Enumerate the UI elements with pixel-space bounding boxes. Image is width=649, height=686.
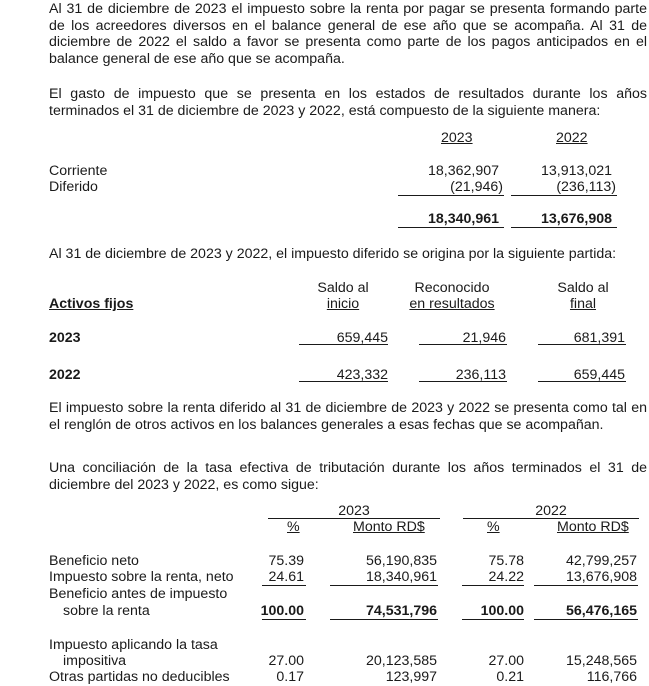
line-reconocido-2022 — [419, 381, 507, 382]
bn-pct-2023: 75.39 — [268, 553, 304, 569]
total-2023: 18,340,961 — [427, 211, 499, 227]
otras-pct-2023: 0.17 — [276, 669, 304, 685]
tasa-pct-2022: 27.00 — [488, 653, 524, 669]
isr-monto-2023: 18,340,961 — [365, 569, 437, 585]
final-2023: 681,391 — [573, 330, 625, 346]
line-final-2022 — [538, 381, 626, 382]
subtotal-line-2022 — [511, 195, 617, 196]
sub-pct-2023: 100.00 — [260, 603, 304, 619]
total-2022: 13,676,908 — [540, 211, 612, 227]
line-sub-monto-2023 — [330, 619, 438, 620]
total-line-2022 — [511, 227, 617, 228]
year-label-2023: 2023 — [49, 330, 81, 346]
otras-monto-2023: 123,997 — [385, 669, 437, 685]
year-label-2022: 2022 — [49, 367, 81, 383]
tasa-pct-2023: 27.00 — [268, 653, 304, 669]
sub-monto-2022: 56,476,165 — [565, 603, 637, 619]
total-line-2023 — [398, 227, 504, 228]
label-tasa-b: impositiva — [63, 653, 127, 669]
line-pct-2023 — [262, 585, 306, 586]
isr-pct-2023: 24.61 — [268, 569, 304, 585]
corriente-2023: 18,362,907 — [427, 163, 499, 179]
otras-pct-2022: 0.21 — [496, 669, 524, 685]
inicio-2022: 423,332 — [336, 367, 388, 383]
tasa-monto-2022: 15,248,565 — [565, 653, 637, 669]
monto-header-2022: Monto RD$ — [557, 519, 629, 535]
line-sub-pct-2022 — [462, 619, 524, 620]
paragraph-deferred-intro: Al 31 de diciembre de 2023 y 2022, el impuesto diferido se origina por la siguiente partida: — [49, 246, 617, 262]
label-tasa-a: Impuesto aplicando la tasa — [49, 637, 218, 653]
recon-year-2022: 2022 — [535, 503, 567, 519]
line-final-2023 — [538, 344, 626, 345]
col-saldo-final-b: final — [569, 296, 597, 312]
reconocido-2022: 236,113 — [455, 367, 506, 383]
year-header-2022: 2022 — [556, 130, 588, 146]
sub-pct-2022: 100.00 — [480, 603, 524, 619]
otras-monto-2022: 116,766 — [586, 669, 637, 685]
col-saldo-inicio-b: inicio — [326, 296, 360, 312]
label-beneficio-antes-b: sobre la renta — [63, 603, 150, 619]
pct-header-2022: % — [487, 519, 500, 535]
label-otras-partidas: Otras partidas no deducibles — [49, 669, 230, 685]
final-2022: 659,445 — [573, 367, 625, 383]
isr-pct-2022: 24.22 — [488, 569, 524, 585]
sub-monto-2023: 74,531,796 — [365, 603, 437, 619]
corriente-2022: 13,913,021 — [540, 163, 612, 179]
label-beneficio-antes-a: Beneficio antes de impuesto — [49, 586, 228, 602]
line-sub-pct-2023 — [262, 619, 306, 620]
col-reconocido-b: en resultados — [409, 296, 495, 312]
recon-year-2023: 2023 — [338, 503, 370, 519]
line-reconocido-2023 — [419, 344, 507, 345]
tasa-monto-2023: 20,123,585 — [365, 653, 437, 669]
pct-header-2023: % — [287, 519, 300, 535]
diferido-2023: (21,946) — [450, 179, 503, 195]
line-inicio-2023 — [299, 344, 388, 345]
row-label-diferido: Diferido — [49, 179, 98, 195]
line-monto-2022 — [534, 585, 638, 586]
row-label-corriente: Corriente — [49, 163, 108, 179]
col-reconocido-a: Reconocido — [414, 280, 490, 296]
paragraph-reconciliation-intro: Una conciliación de la tasa efectiva de tributación durante los años terminados el 31 de diciembre del 2023 y 2022, es como sigue: — [49, 460, 647, 493]
subtotal-line-2023 — [398, 195, 504, 196]
line-sub-monto-2022 — [534, 619, 638, 620]
col-saldo-inicio-a: Saldo al — [317, 280, 369, 296]
inicio-2023: 659,445 — [336, 330, 388, 346]
col-saldo-final-a: Saldo al — [557, 280, 609, 296]
isr-monto-2022: 13,676,908 — [565, 569, 637, 585]
bn-pct-2022: 75.78 — [488, 553, 524, 569]
bn-monto-2023: 56,190,835 — [365, 553, 437, 569]
monto-header-2023: Monto RD$ — [353, 519, 425, 535]
line-inicio-2022 — [299, 381, 388, 382]
reconocido-2023: 21,946 — [462, 330, 506, 346]
activos-fijos-heading: Activos fijos — [49, 296, 134, 312]
paragraph-income-tax-payable: Al 31 de diciembre de 2023 el impuesto sobre la renta por pagar se presenta formando parte de los acreedores diversos en el balance general de ese año que se acompaña. Al 31 de diciembre de 2022 el saldo a favor se presenta como parte de los pagos anticipados en el balance general de ese año que se acompaña. — [49, 1, 647, 67]
bn-monto-2022: 42,799,257 — [565, 553, 637, 569]
line-monto-2023 — [330, 585, 438, 586]
label-beneficio-neto: Beneficio neto — [49, 553, 139, 569]
paragraph-deferred-presentation: El impuesto sobre la renta diferido al 31 de diciembre de 2023 y 2022 se presenta como tal en el renglón de otros activos en los balances generales a esas fechas que se acompañan. — [49, 400, 647, 433]
label-impuesto-neto: Impuesto sobre la renta, neto — [49, 569, 234, 585]
paragraph-tax-expense-intro: El gasto de impuesto que se presenta en los estados de resultados durante los años terminados el 31 de diciembre de 2023 y 2022, está compuesto de la siguiente manera: — [49, 86, 647, 119]
line-pct-2022 — [462, 585, 524, 586]
year-header-2023: 2023 — [441, 130, 473, 146]
diferido-2022: (236,113) — [556, 179, 616, 195]
